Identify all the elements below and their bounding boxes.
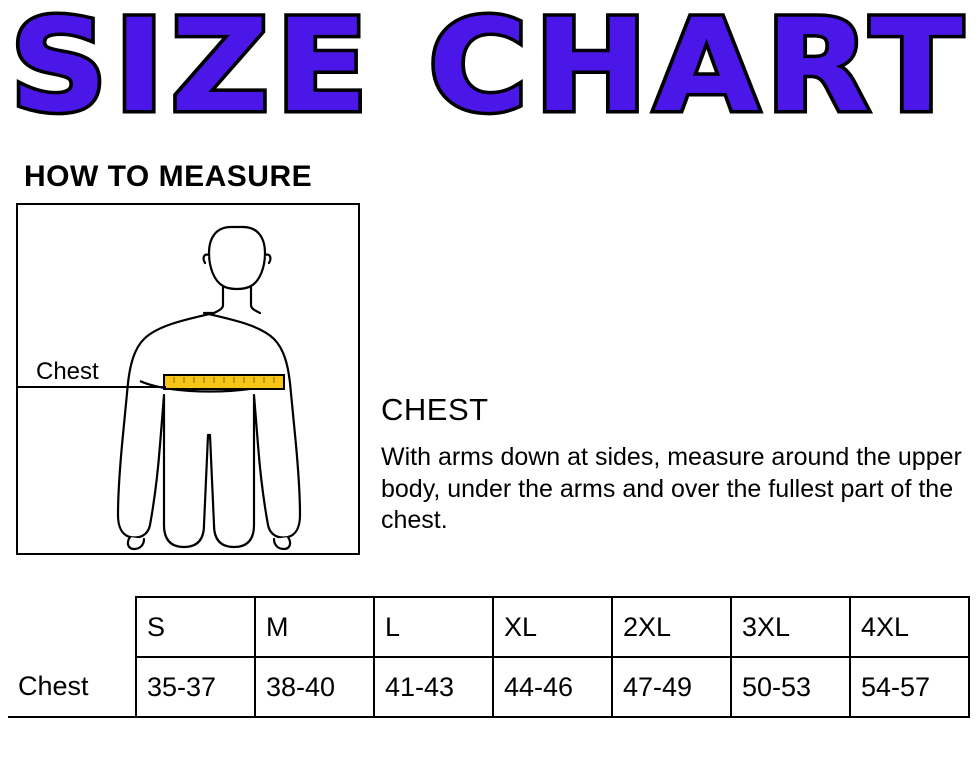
size-table-container [8,596,970,718]
table-header-row [8,597,969,657]
chest-callout-label: Chest [36,358,99,385]
table-header-cell: XL [493,597,612,657]
table-cell: 44-46 [493,657,612,717]
table-row-label: Chest [8,657,136,717]
table-cell: 47-49 [612,657,731,717]
table-cell: 50-53 [731,657,850,717]
table-header-cell: S [136,597,255,657]
table-corner-cell [8,597,136,657]
how-to-measure-heading: HOW TO MEASURE [24,160,313,193]
chest-description [381,392,971,537]
page-title: SIZE CHART [9,0,969,141]
table-row [8,657,969,717]
table-cell: 38-40 [255,657,374,717]
table-header-cell: 3XL [731,597,850,657]
table-header-cell: 2XL [612,597,731,657]
page-title-banner [0,0,978,142]
table-cell: 54-57 [850,657,969,717]
chest-description-body: With arms down at sides, measure around the upper body, under the arms and over the fullest part of the chest. [381,443,962,534]
table-header-cell: L [374,597,493,657]
tape-measure-icon [164,375,284,389]
table-cell: 41-43 [374,657,493,717]
table-cell: 35-37 [136,657,255,717]
chest-description-heading: CHEST [381,392,489,427]
table-header-cell: 4XL [850,597,969,657]
table-header-cell: M [255,597,374,657]
size-table [8,596,970,718]
